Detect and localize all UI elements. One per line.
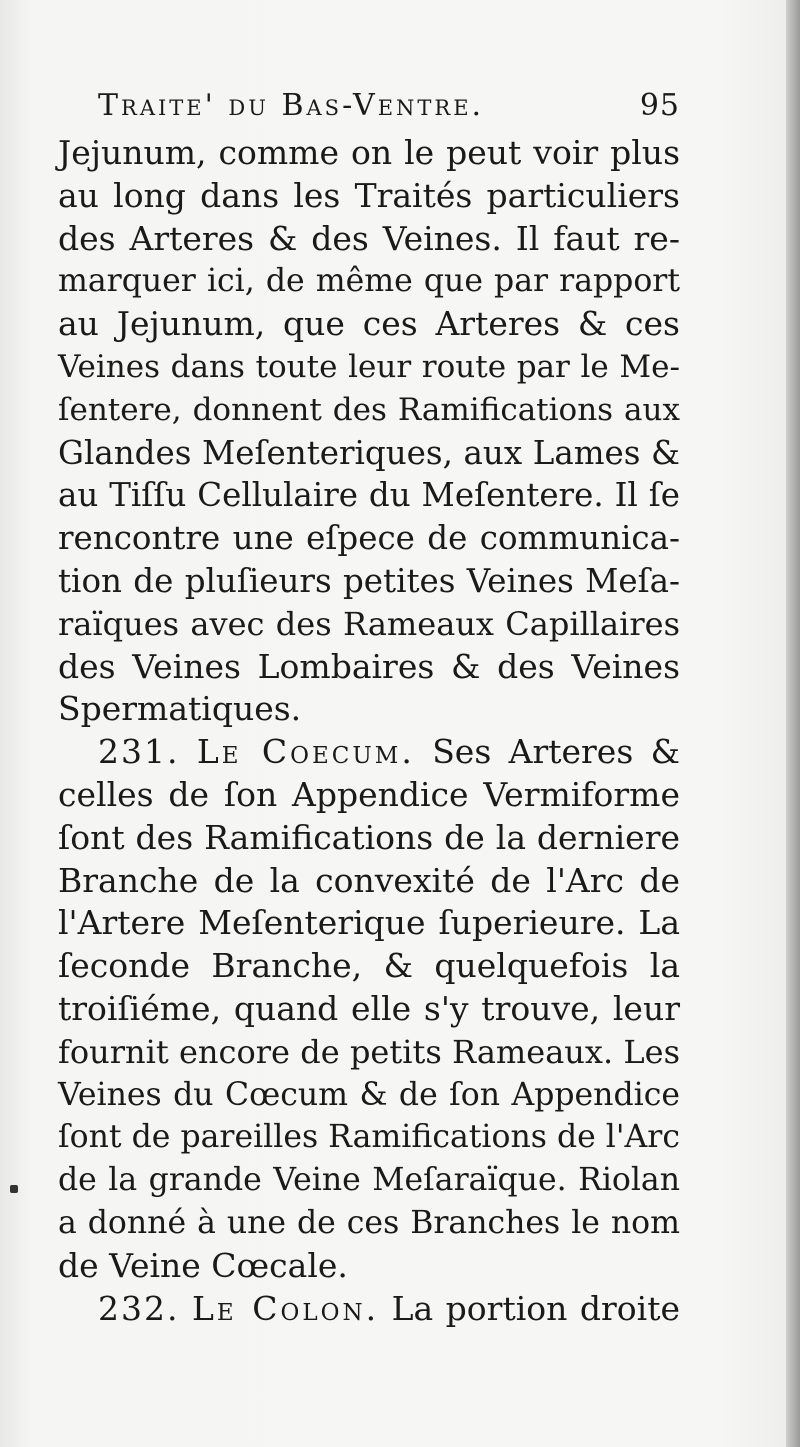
text-line: au Tiſſu Cellulaire du Meſentere. Il ſe — [58, 476, 680, 515]
section-232 — [58, 1288, 680, 1331]
section-231-first-line — [58, 731, 680, 774]
section-232-first-line-text: La portion droite — [391, 1288, 680, 1328]
text-line: tion de pluſieurs petites Veines Meſa- — [58, 561, 680, 600]
text-line: de Veine Cœcale. — [58, 1245, 348, 1285]
section-232-heading: Le Colon. — [192, 1288, 380, 1328]
text-line: fournit encore de petits Rameaux. Les — [58, 1032, 680, 1071]
text-line: Branche de la convexité de l'Arc de — [58, 860, 680, 900]
section-231-first-line-text: Ses Arteres & — [432, 732, 680, 772]
section-232-first-line — [58, 1288, 680, 1331]
text-line: marquer ici, de même que par rapport — [58, 263, 680, 300]
running-title: Traite' du Bas-Ventre. — [98, 88, 485, 123]
text-line: au Jejunum, que ces Arteres & ces — [58, 304, 680, 344]
section-231-number: 231. — [98, 732, 180, 772]
text-line: au long dans les Traités particuliers — [58, 175, 680, 215]
running-header — [98, 86, 680, 126]
text-line: des Veines Lombaires & des Veines — [58, 646, 680, 686]
section-232-number: 232. — [98, 1288, 180, 1328]
text-line: ſeconde Branche, & quelquefois la — [58, 946, 680, 986]
text-line: raïques avec des Rameaux Capillaires — [58, 604, 680, 643]
text-line: troiſiéme, quand elle s'y trouve, leur — [58, 988, 680, 1028]
text-line: des Arteres & des Veines. Il faut re- — [58, 218, 680, 258]
text-line: ſentere, donnent des Ramifications aux — [58, 391, 680, 428]
text-line: ſont des Ramifications de la derniere — [58, 817, 680, 857]
section-231 — [58, 731, 680, 1287]
section-231-heading: Le Coecum. — [196, 732, 415, 772]
paragraph-1 — [58, 132, 680, 731]
text-line: Veines dans toute leur route par le Me- — [58, 348, 680, 385]
text-line: Jejunum, comme on le peut voir plus — [58, 133, 680, 172]
text-line: ſont de pareilles Ramifications de l'Arc — [58, 1119, 680, 1156]
page-number: 95 — [639, 88, 680, 123]
text-line: Glandes Meſenteriques, aux Lames & — [58, 433, 680, 472]
text-line: celles de ſon Appendice Vermiforme — [58, 774, 680, 814]
text-line: rencontre une eſpece de communica- — [58, 519, 680, 558]
text-line: Spermatiques. — [58, 689, 302, 729]
page-text — [58, 86, 680, 1330]
page-edge-shadow — [786, 0, 800, 1447]
text-line: a donné à une de ces Branches le nom — [58, 1204, 680, 1241]
text-line: Veines du Cœcum & de ſon Appendice — [58, 1076, 680, 1113]
text-line: l'Artere Meſenterique ſuperieure. La — [58, 903, 680, 943]
text-line: de la grande Veine Meſaraïque. Riolan — [58, 1162, 680, 1199]
margin-mark — [10, 1185, 18, 1193]
